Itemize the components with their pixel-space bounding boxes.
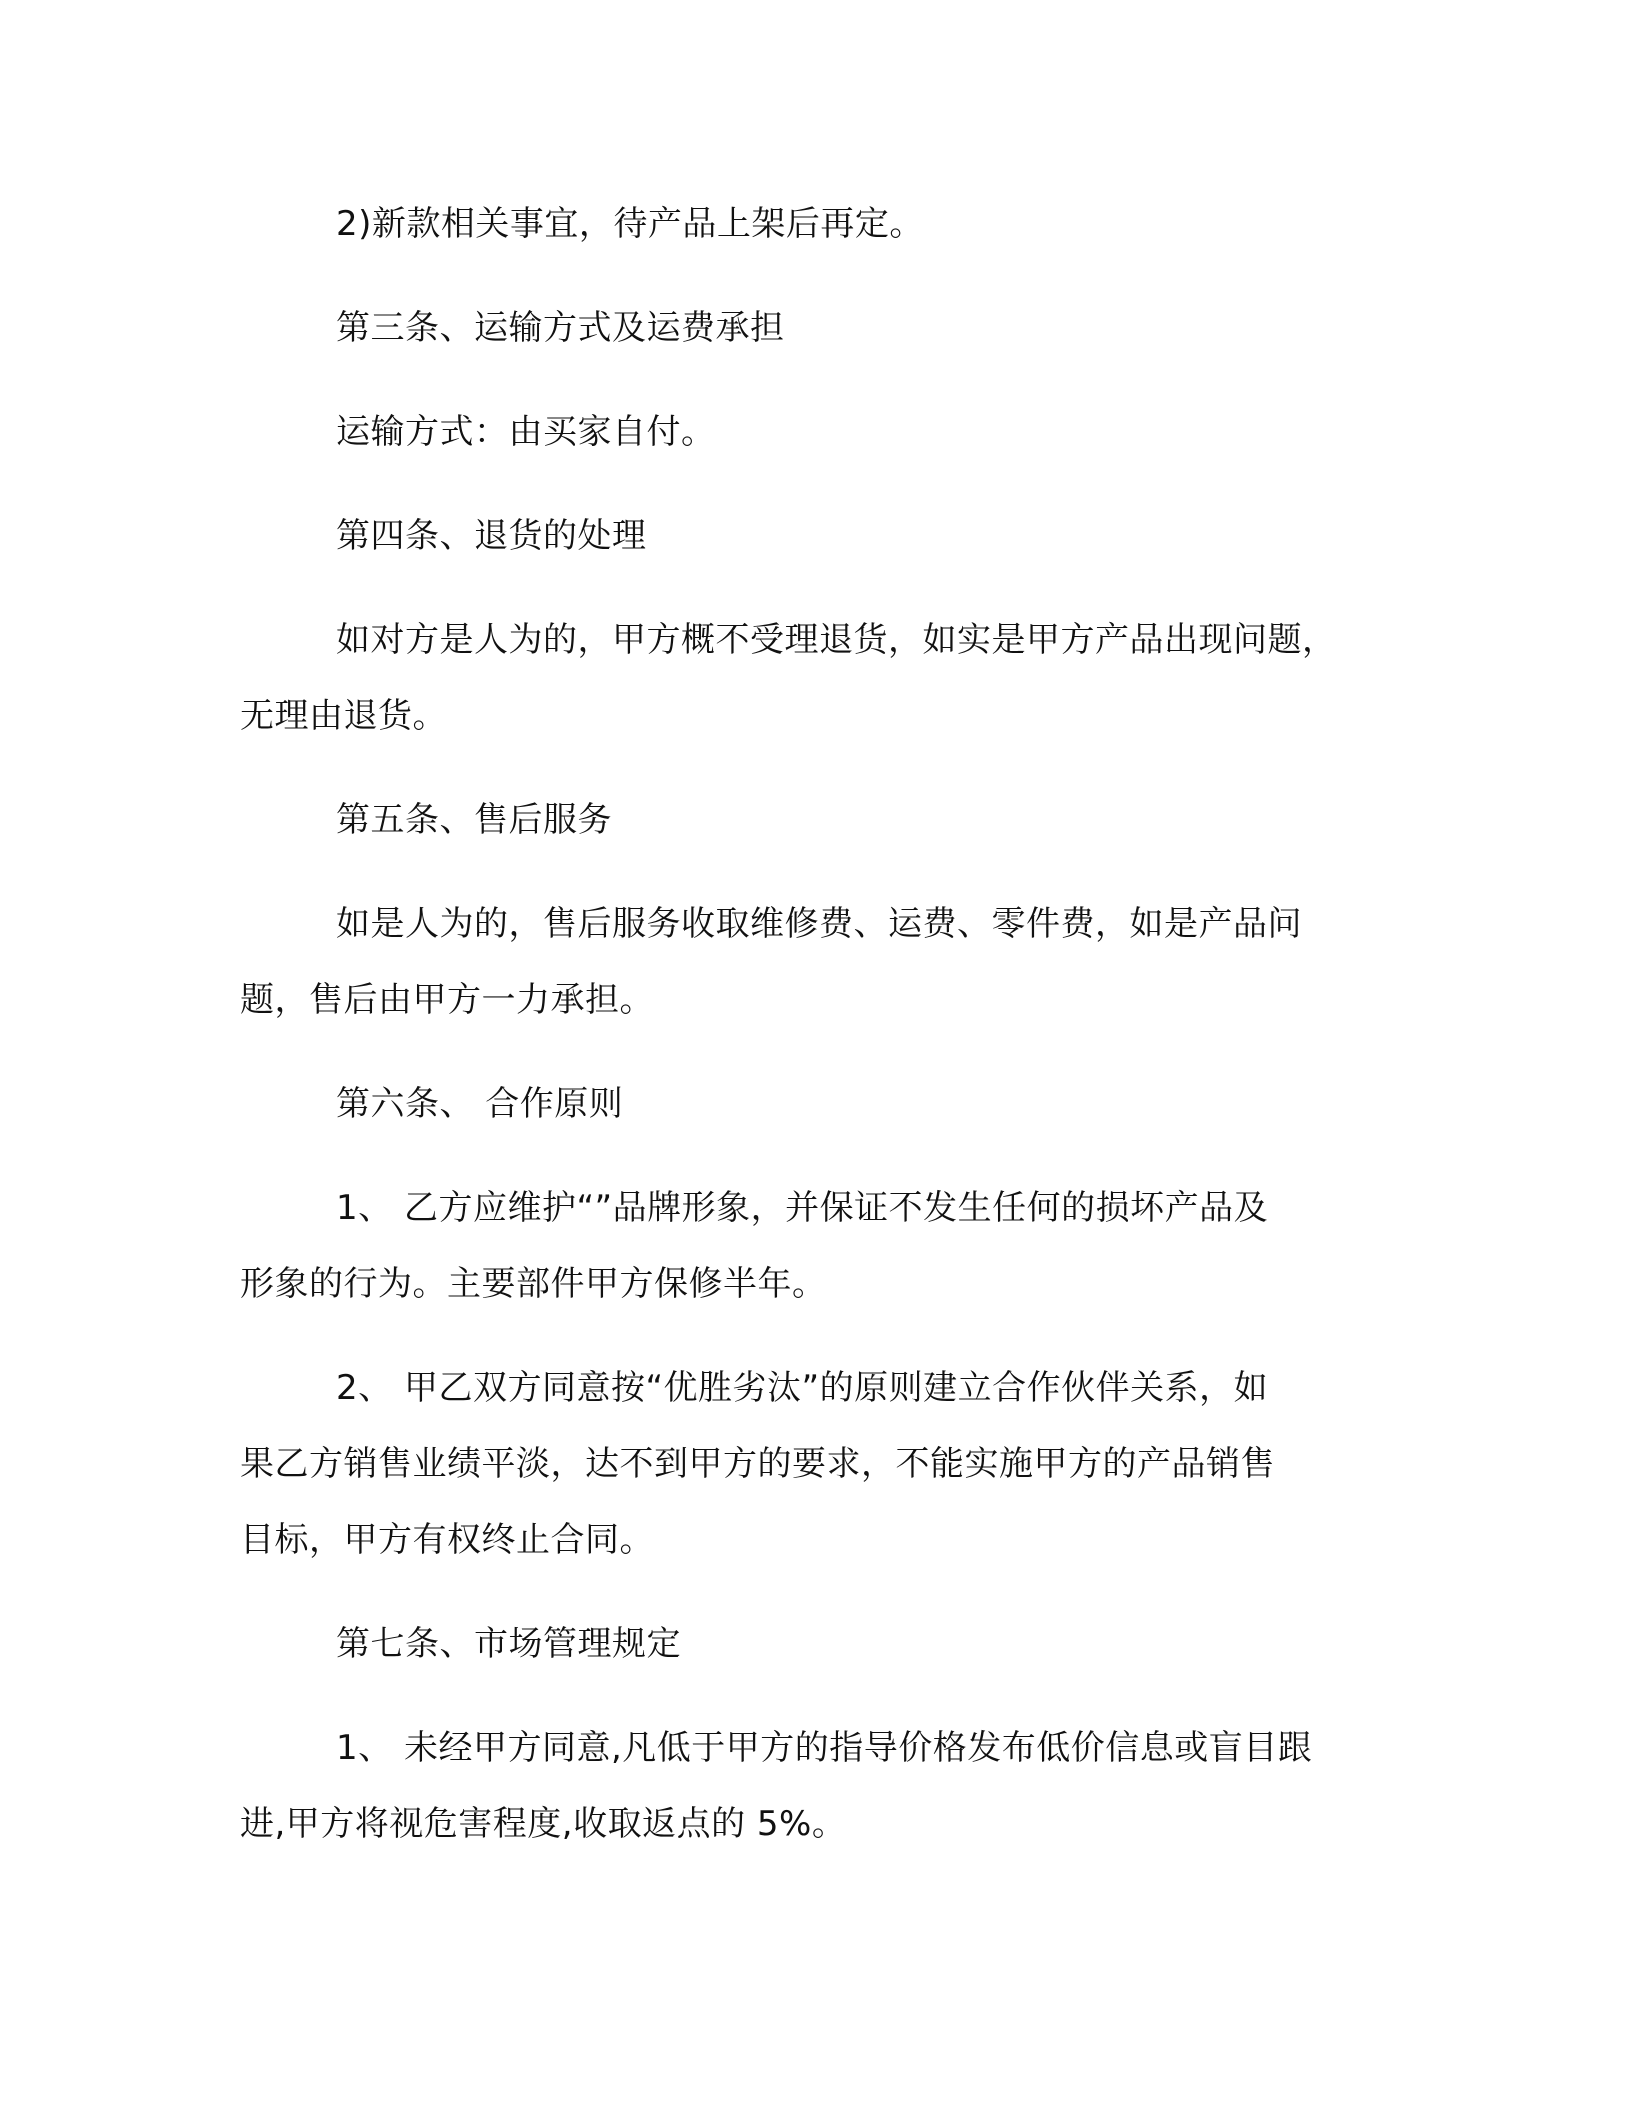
paragraph-line: 无理由退货。 <box>240 696 447 736</box>
paragraph-line: 果乙方销售业绩平淡，达不到甲方的要求，不能实施甲方的产品销售 <box>240 1444 1275 1484</box>
paragraph-brand-image <box>240 1170 1390 1322</box>
paragraph-pricing <box>240 1710 1390 1862</box>
heading-article-6 <box>240 1066 1390 1142</box>
paragraph-returns <box>240 602 1390 754</box>
heading-article-3 <box>240 290 1390 366</box>
paragraph-line: 题，售后由甲方一力承担。 <box>240 980 654 1020</box>
paragraph-line: 2)新款相关事宜，待产品上架后再定。 <box>336 204 924 244</box>
paragraph-new-products <box>240 186 1390 262</box>
paragraph-transport <box>240 394 1390 470</box>
paragraph-line: 1、 乙方应维护“”品牌形象，并保证不发生任何的损坏产品及 <box>336 1188 1269 1228</box>
paragraph-line: 进,甲方将视危害程度,收取返点的 5%。 <box>240 1804 847 1844</box>
paragraph-line: 如对方是人为的，甲方概不受理退货，如实是甲方产品出现问题， <box>336 620 1337 660</box>
heading-article-4 <box>240 498 1390 574</box>
heading-text: 第四条、退货的处理 <box>336 516 647 556</box>
paragraph-line: 目标，甲方有权终止合同。 <box>240 1520 654 1560</box>
heading-article-7 <box>240 1606 1390 1682</box>
paragraph-line: 如是人为的，售后服务收取维修费、运费、零件费，如是产品问 <box>336 904 1302 944</box>
paragraph-after-sales <box>240 886 1390 1038</box>
paragraph-line: 形象的行为。主要部件甲方保修半年。 <box>240 1264 827 1304</box>
heading-text: 第六条、 合作原则 <box>336 1084 624 1124</box>
heading-text: 第三条、运输方式及运费承担 <box>336 308 785 348</box>
document-body <box>240 186 1390 1890</box>
paragraph-line: 运输方式：由买家自付。 <box>336 412 716 452</box>
paragraph-line: 2、 甲乙双方同意按“优胜劣汰”的原则建立合作伙伴关系，如 <box>336 1368 1269 1408</box>
paragraph-line: 1、 未经甲方同意,凡低于甲方的指导价格发布低价信息或盲目跟 <box>336 1728 1313 1768</box>
heading-text: 第七条、市场管理规定 <box>336 1624 681 1664</box>
heading-text: 第五条、售后服务 <box>336 800 612 840</box>
heading-article-5 <box>240 782 1390 858</box>
paragraph-partnership <box>240 1350 1390 1578</box>
